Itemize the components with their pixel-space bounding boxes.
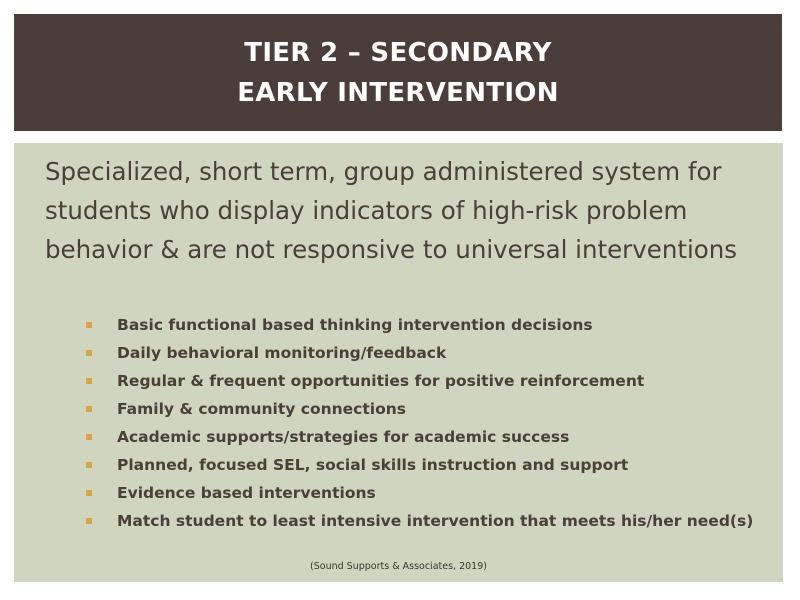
bullet-text: Family & community connections	[117, 400, 406, 418]
square-bullet-icon	[86, 406, 92, 412]
square-bullet-icon	[86, 350, 92, 356]
bullet-text: Planned, focused SEL, social skills instruction and support	[117, 456, 629, 474]
content-panel	[14, 143, 783, 582]
square-bullet-icon	[86, 322, 92, 328]
bullet-text: Basic functional based thinking intervention decisions	[117, 316, 593, 334]
citation: (Sound Supports & Associates, 2019)	[310, 561, 487, 572]
title-bar	[14, 14, 782, 131]
square-bullet-icon	[86, 434, 92, 440]
square-bullet-icon	[86, 490, 92, 496]
square-bullet-icon	[86, 518, 92, 524]
bullet-text: Regular & frequent opportunities for positive reinforcement	[117, 372, 645, 390]
bullet-text: Academic supports/strategies for academic success	[117, 428, 570, 446]
bullet-text: Evidence based interventions	[117, 484, 376, 502]
square-bullet-icon	[86, 378, 92, 384]
slide-title-line-2: EARLY INTERVENTION	[237, 77, 559, 108]
lead-paragraph: Specialized, short term, group administered system for students who display indicators of high-risk problem behavior & are not responsive to universal interventions	[45, 157, 738, 264]
slide-title-line-1: TIER 2 – SECONDARY	[244, 37, 552, 68]
square-bullet-icon	[86, 462, 92, 468]
bullet-text: Daily behavioral monitoring/feedback	[117, 344, 447, 362]
bullet-text: Match student to least intensive intervention that meets his/her need(s)	[117, 512, 754, 530]
